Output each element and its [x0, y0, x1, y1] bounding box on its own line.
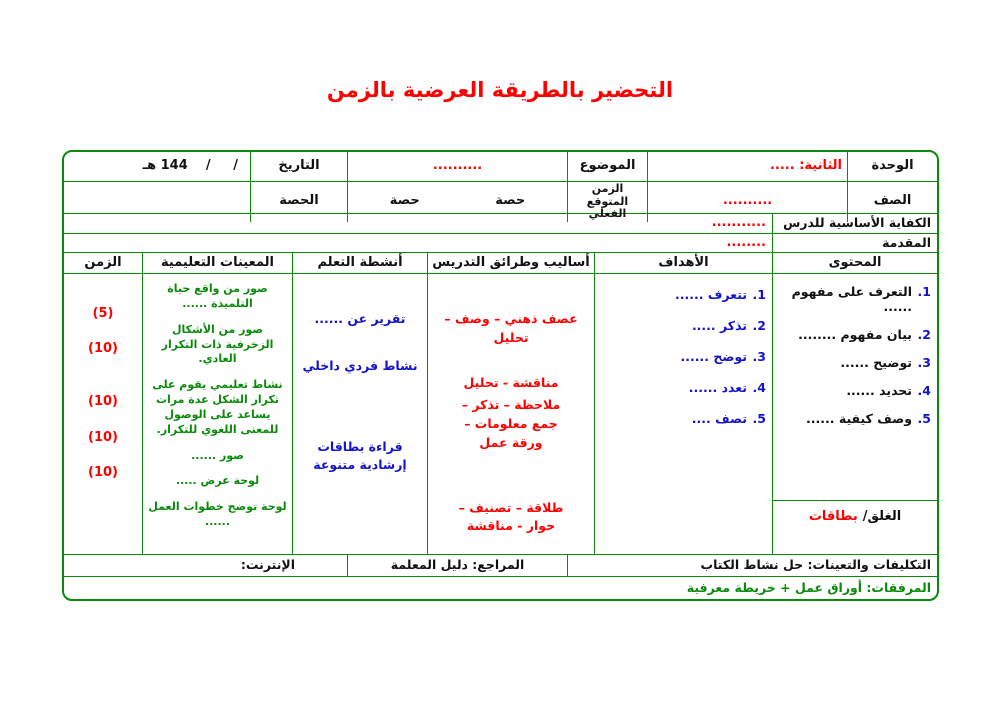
- content-item: [775, 383, 931, 398]
- content-item: [775, 284, 931, 314]
- subject-value: ..........: [347, 152, 567, 181]
- introduction-label: المقدمة: [772, 234, 937, 252]
- time-item: (5): [92, 306, 114, 321]
- content-items: [773, 274, 937, 500]
- activity-item: قراءة بطاقات إرشادية متنوعة: [313, 438, 407, 473]
- time-column: [64, 274, 142, 554]
- objective-item-number: 3.: [752, 349, 766, 364]
- column-header-objectives: الأهداف: [594, 253, 772, 273]
- time-item: (10): [88, 341, 118, 356]
- objective-item-number: 5.: [752, 411, 766, 426]
- introduction-row: [64, 234, 937, 253]
- time-item: (10): [88, 465, 118, 480]
- expected-time-value-1: حصة: [495, 193, 526, 209]
- column-header-activities: أنشطة التعلم: [292, 253, 427, 273]
- method-item: ملاحظة – تذكر – جمع معلومات – ورقة عمل: [461, 397, 561, 450]
- aid-item: صور من الأشكال الزخرفية ذات التكرار العادي.: [161, 322, 274, 366]
- objective-item: [597, 411, 766, 426]
- aids-column: [142, 274, 292, 554]
- footer-row-1: [64, 555, 937, 577]
- objective-item-number: 2.: [752, 318, 766, 333]
- class-label: الصف: [847, 182, 937, 222]
- internet-label: الإنترنت:: [240, 557, 295, 573]
- content-item-text: توضيح ......: [840, 355, 912, 370]
- objective-item-text: توضح ......: [680, 349, 747, 364]
- objective-item: [597, 287, 766, 302]
- aid-item: لوحة توضح خطوات العمل ......: [148, 500, 287, 529]
- expected-time-value-2: حصة: [389, 193, 420, 209]
- method-item: طلاقة – تصنيف – حوار - مناقشة: [458, 499, 564, 534]
- class-value: ..........: [647, 182, 847, 222]
- objective-item-text: تصف ....: [691, 411, 747, 426]
- method-item: مناقشة - تحليل: [463, 374, 559, 390]
- period-label: الحصة: [250, 182, 347, 222]
- content-item: [775, 355, 931, 370]
- content-item-number: 1.: [917, 284, 931, 299]
- content-item-text: بيان مفهوم ........: [798, 327, 912, 342]
- closing-label: الغلق/: [862, 509, 902, 524]
- column-header-content: المحتوى: [772, 253, 937, 273]
- content-item-number: 2.: [917, 327, 931, 342]
- competency-value: ...........: [711, 215, 766, 231]
- content-item-text: وصف كيفية ......: [806, 411, 912, 426]
- attachments-text: المرفقات: أوراق عمل + خريطة معرفية: [686, 579, 931, 595]
- competency-row: [64, 214, 937, 234]
- objective-item-number: 1.: [752, 287, 766, 302]
- column-header-aids: المعينات التعليمية: [142, 253, 292, 273]
- footer-row-2: [64, 577, 937, 599]
- objectives-items: [595, 274, 772, 554]
- introduction-value: ........: [726, 234, 766, 250]
- methods-column: [427, 274, 594, 554]
- aid-item: لوحة عرض .....: [175, 474, 260, 488]
- lesson-plan-table: [62, 150, 939, 601]
- date-value: / / 144 هـ: [142, 158, 238, 174]
- time-item: (10): [88, 394, 118, 409]
- content-item-number: 5.: [917, 411, 931, 426]
- objective-item: [597, 349, 766, 364]
- content-item-number: 3.: [917, 355, 931, 370]
- activity-item: تقرير عن ......: [314, 311, 406, 326]
- page-title: التحضير بالطريقة العرضية بالزمن: [326, 78, 674, 102]
- objective-item-text: تعدد ......: [688, 380, 747, 395]
- column-header-methods: أساليب وطرائق التدريس: [427, 253, 594, 273]
- objective-item-text: تذكر .....: [691, 318, 747, 333]
- closing-row: [773, 500, 937, 554]
- objective-item-text: تتعرف ......: [675, 287, 747, 302]
- header-row-2: [64, 182, 937, 221]
- header-row-1: [64, 152, 937, 182]
- time-item: (10): [88, 430, 118, 445]
- objective-item: [597, 318, 766, 333]
- aid-item: صور من واقع حياة التلميذة ......: [167, 282, 268, 310]
- references-text: المراجع: دليل المعلمة: [347, 555, 567, 576]
- content-item-text: تحديد ......: [846, 383, 912, 398]
- date-label: التاريخ: [250, 152, 347, 181]
- main-header-row: [64, 253, 937, 274]
- content-item: [775, 411, 931, 426]
- assignments-text: التكليفات والتعينات: حل نشاط الكتاب: [567, 555, 937, 576]
- closing-value: بطاقات: [808, 509, 858, 524]
- aid-item: صور ......: [191, 448, 244, 462]
- method-item: عصف ذهني – وصف – تحليل: [444, 311, 578, 345]
- content-column: [772, 274, 937, 554]
- unit-value: الثانية: .....: [647, 152, 847, 181]
- content-item-number: 4.: [917, 383, 931, 398]
- activities-column: [292, 274, 427, 554]
- objective-item: [597, 380, 766, 395]
- aid-item: نشاط تعليمي يقوم على تكرار الشكل عدة مرات يساعد على الوصول للمعنى اللغوي للتكرار.: [152, 378, 283, 436]
- content-item: [775, 327, 931, 342]
- content-item-text: التعرف على مفهوم ......: [791, 284, 912, 314]
- competency-label: الكفاية الأساسية للدرس: [772, 214, 937, 233]
- unit-label: الوحدة: [847, 152, 937, 181]
- expected-time-label: الزمن المتوقع الفعلي: [567, 182, 647, 222]
- column-header-time: الزمن: [84, 254, 122, 270]
- objective-item-number: 4.: [752, 380, 766, 395]
- objectives-column: [594, 274, 772, 554]
- subject-label: الموضوع: [567, 152, 647, 181]
- activity-item: نشاط فردي داخلي: [302, 357, 418, 373]
- main-body-row: [64, 274, 937, 555]
